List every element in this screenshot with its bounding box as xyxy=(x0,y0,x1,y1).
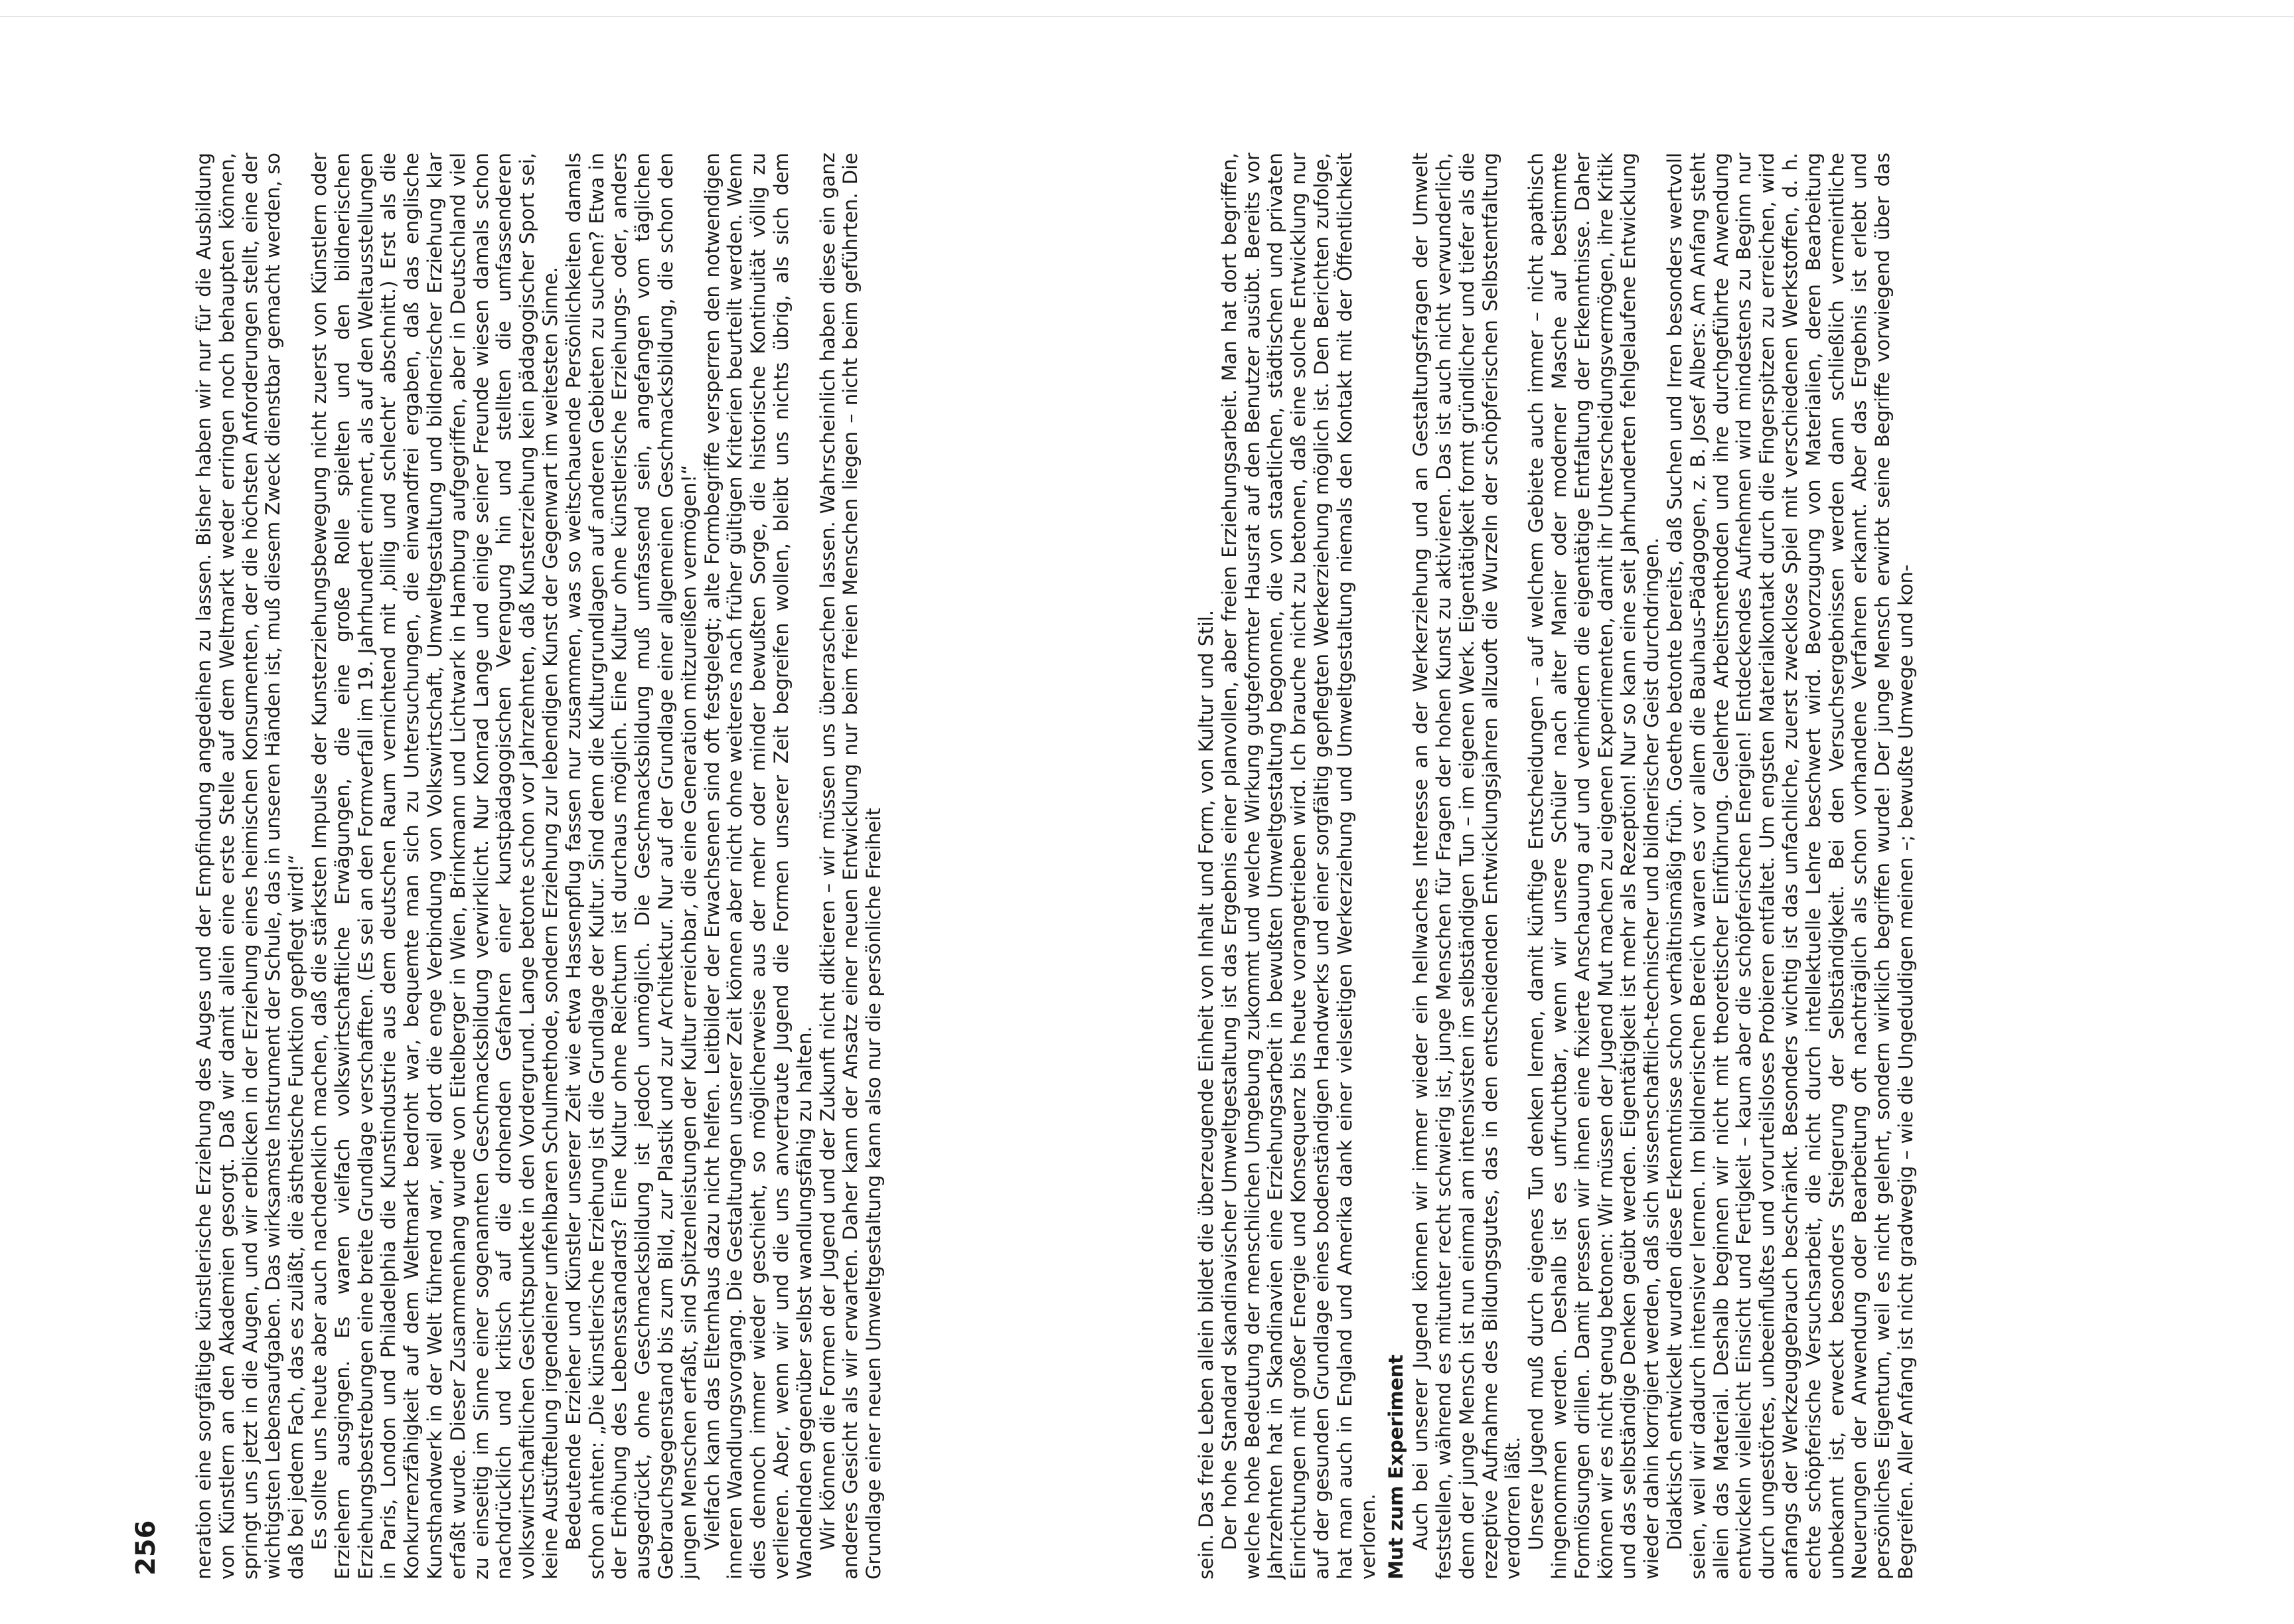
right-paragraph-2: Der hohe Standard skandinavischer Umweltgestaltung ist das Ergebnis einer planvollen, aber freien Erziehungsarbeit. Man hat dort begriffen, welche hohe Bedeutung der menschlichen Umgebung zukommt und welche Wirkung gutgeformter Hausrat auf den Benutzer ausübt. Bereits vor Jahrzehnten hat in Skandinavien eine Erziehungsarbeit in bewußten Umweltgestaltung begonnen, die von staatlichen, städtischen und privaten Einrichtungen mit großer Energie und Konsequenz bis heute vorangetrieben wird. Ich brauche nicht zu betonen, daß eine solche Entwicklung nur auf der gesunden Grundlage eines bodenständigen Handwerks und einer sorgfältig gepflegten Werkerziehung möglich ist. Den Berichten zufolge, hat man auch in England und Amerika dank einer vielseitigen Werkerziehung und Umweltgestaltung niemals den Kontakt mit der Öffentlichkeit verloren. xyxy=(1217,153,1379,1580)
right-paragraph-5: Didaktisch entwickelt wurden diese Erkenntnisse schon verhältnismäßig früh. Goethe betonte bereits, daß Suchen und Irren besonders wertvoll seien, weil wir dadurch intensiver lernen. Im bildnerischen Bereich waren es vor allem die Bauhaus-Pädagogen, z. B. Josef Albers: Am Anfang steht allein das Material. Deshalb beginnen wir nicht mit theoretischer Einführung. Gelehrte Arbeitsmethoden und ihre durchgeführte Anwendung entwickeln vielleicht Einsicht und Fertigkeit – kaum aber die schöpferischen Energien! Entdeckendes Aufnehmen wird mindestens zu Beginn nur durch ungestörtes, unbeeinflußtes und vorurteilsloses Probieren entfaltet. Um engsten Materialkontakt durch die Fingerspitzen zu erreichen, wird anfangs der Werkzeuggebrauch beschränkt. Besonders wichtig ist das unfachliche, zuerst zwecklose Spiel mit verschiedenen Werkstoffen, d. h. echte schöpferische Versuchsarbeit, die nicht durch intellektuelle Lehre beschwert wird. Bevorzugung von Materialien, deren Bearbeitung unbekannt ist, erweckt besonders Steigerung der Selbständigkeit. Bei den Versuchsergebnissen werden dann schließlich vermeintliche Neuerungen der Anwendung oder Bearbeitung oft nachträglich als schon vorhandene Verfahren erkannt. Aber das Ergebnis ist erlebt und persönliches Eigentum, weil es nicht gelehrt, sondern wirklich begriffen wurde! Der junge Mensch erwirbt seine Begriffe vorwiegend über das Begreifen. Aller Anfang ist nicht gradwegig – wie die Ungeduldigen meinen –; bewußte Umwege und kon- xyxy=(1663,153,1917,1580)
left-paragraph-5: Wir können die Formen der Jugend und der Zukunft nicht diktieren – wir müssen uns überraschen lassen. Wahrscheinlich haben diese ein ganz anderes Gesicht als wir erwarten. Daher kann der Ansatz einer neuen Entwicklung nur beim freien Menschen liegen – nicht beim geführten. Die Grundlage einer neuen Umweltgestaltung kann also nur die persönliche Freiheit xyxy=(816,153,885,1580)
left-paragraph-1: neration eine sorgfältige künstlerische Erziehung des Auges und der Empfindung angedeihen zu lassen. Bisher haben wir nur für die Ausbildung von Künstlern an den Akademien gesorgt. Daß wir damit allein eine erste Stelle auf dem Weltmarkt weder erringen noch behaupten können, springt uns jetzt in die Augen, und wir erblicken in der Erziehung eines heimischen Konsumenten, der die höchsten Anforderungen stellt, eine der wichtigsten Lebensaufgaben. Das wirksamste Instrument der Schule, das in unseren Händen ist, muß diesem Zweck dienstbar gemacht werden, so daß bei jedem Fach, das es zuläßt, die ästhetische Funktion gepflegt wird!“ xyxy=(192,153,308,1580)
page-number: 256 xyxy=(131,1520,161,1576)
right-column xyxy=(1195,153,2177,1580)
section-heading: Mut zum Experiment xyxy=(1385,1355,1408,1580)
rotated-page xyxy=(113,139,2184,1580)
right-paragraph-3: Auch bei unserer Jugend können wir immer wieder ein hellwaches Interesse an der Werkerziehung und an Gestaltungsfragen der Umwelt feststellen, während es mitunter recht schwierig ist, junge Menschen für Fragen der hohen Kunst zu aktivieren. Das ist auch nicht verwunderlich, denn der junge Mensch ist nun einmal am intensivsten im selbständigen Tun – im eigenen Werk. Eigentätigkeit formt gründlicher und tiefer als die rezeptive Aufnahme des Bildungsgutes, das in den entscheidenden Entwicklungsjahren allzuoft die Wurzeln der schöpferischen Selbstentfaltung verdorren läßt. xyxy=(1409,153,1525,1580)
left-column xyxy=(192,153,1182,1580)
page-top-edge xyxy=(0,16,2294,17)
right-paragraph-4: Unsere Jugend muß durch eigenes Tun denken lernen, damit künftige Entscheidungen – auf welchem Gebiete auch immer – nicht apathisch hingenommen werden. Deshalb ist es unfruchtbar, wenn wir unsere Schüler nach alter Manier oder moderner Masche auf bestimmte Formlösungen drillen. Damit pressen wir ihnen eine fixierte Anschauung auf und verhindern die eigentätige Entfaltung der Erkenntnisse. Daher können wir es nicht genug betonen: Wir müssen der Jugend Mut machen zu eigenen Experimenten, damit ihr Unterscheidungsvermögen, ihre Kritik und das selbständige Denken geübt werden. Eigentätigkeit ist mehr als Rezeption! Nur so kann eine seit Jahrhunderten fehlgelaufene Entwicklung wieder dahin korrigiert werden, daß sich wissenschaftlich-technischer und bildnerischer Geist durchdringen. xyxy=(1525,153,1663,1580)
left-paragraph-4: Vielfach kann das Elternhaus dazu nicht helfen. Leitbilder der Erwachsenen sind oft festgelegt; alte Formbegriffe versperren den notwendigen inneren Wandlungsvorgang. Die Gestaltungen unserer Zeit können aber nicht ohne weiteres nach früher gültigen Kriterien beurteilt werden. Wenn dies dennoch immer wieder geschieht, so möglicherweise aus der mehr oder minder bewußten Sorge, die historische Kontinuität völlig zu verlieren. Aber, wenn wir und die uns anvertraute Jugend die Formen unserer Zeit begreifen wollen, bleibt uns nichts übrig, als sich dem Wandelnden gegenüber selbst wandlungsfähig zu halten. xyxy=(700,153,816,1580)
left-paragraph-2: Es sollte uns heute aber auch nachdenklich machen, daß die stärksten Impulse der Kunsterziehungsbewegung nicht zuerst von Künstlern oder Erziehern ausgingen. Es waren vielfach volkswirtschaftliche Erwägungen, die eine große Rolle spielten und den bildnerischen Erziehungsbestrebungen eine breite Grundlage verschafften. (Es sei an den Formverfall im 19. Jahrhundert erinnert, als auf den Weltausstellungen in Paris, London und Philadelphia die Kunstindustrie aus dem deutschen Raum vernichtend mit ‚billig und schlecht‘ abschnitt.) Erst als die Konkurrenzfähigkeit auf dem Weltmarkt bedroht war, bequemte man sich zu Untersuchungen, die einwandfrei ergaben, daß das englische Kunsthandwerk in der Welt führend war, weil dort die enge Verbindung von Volkswirtschaft, Umweltgestaltung und bildnerischer Erziehung klar erfaßt wurde. Dieser Zusammenhang wurde von Eitelberger in Wien, Brinkmann und Lichtwark in Hamburg aufgegriffen, aber in Deutschland viel zu einseitig im Sinne einer sogenannten Geschmacksbildung verwirklicht. Nur Konrad Lange und einige seiner Freunde wiesen damals schon nachdrücklich und kritisch auf die drohenden Gefahren einer kunstpädagogischen Verengung hin und stellten die umfassenderen volkswirtschaftlichen Gesichtspunkte in den Vordergrund. Lange betonte schon vor Jahrzehnten, daß Kunsterziehung kein pädagogischer Sport sei, keine Austüftelung irgendeiner unfehlbaren Schulmethode, sondern Erziehung zur lebendigen Kunst der Gegenwart im weitesten Sinne. xyxy=(307,153,562,1580)
left-paragraph-3: Bedeutende Erzieher und Künstler unserer Zeit wie etwa Hassenpflug fassen nur zusammen, was so weitschauende Persönlichkeiten damals schon ahnten: „Die künstlerische Erziehung ist die Grundlage der Kultur. Sind denn die Kulturgrundlagen auf anderen Gebieten zu suchen? Etwa in der Erhöhung des Lebensstandards? Eine Kultur ohne Reichtum ist durchaus möglich. Eine Kultur ohne künstlerische Erziehungs- oder, anders ausgedrückt, ohne Geschmacksbildung ist jedoch unmöglich. Die Geschmacksbildung muß umfassend sein, angefangen vom täglichen Gebrauchsgegenstand bis zum Bild, zur Plastik und zur Architektur. Nur auf der Grundlage einer allgemeinen Geschmacksbildung, die schon den jungen Menschen erfaßt, sind Spitzenleistungen der Kultur erreichbar, die eine Generation mitzureißen vermögen!“ xyxy=(562,153,700,1580)
right-paragraph-1: sein. Das freie Leben allein bildet die überzeugende Einheit von Inhalt und Form, von Kultur und Stil. xyxy=(1195,609,1217,1580)
